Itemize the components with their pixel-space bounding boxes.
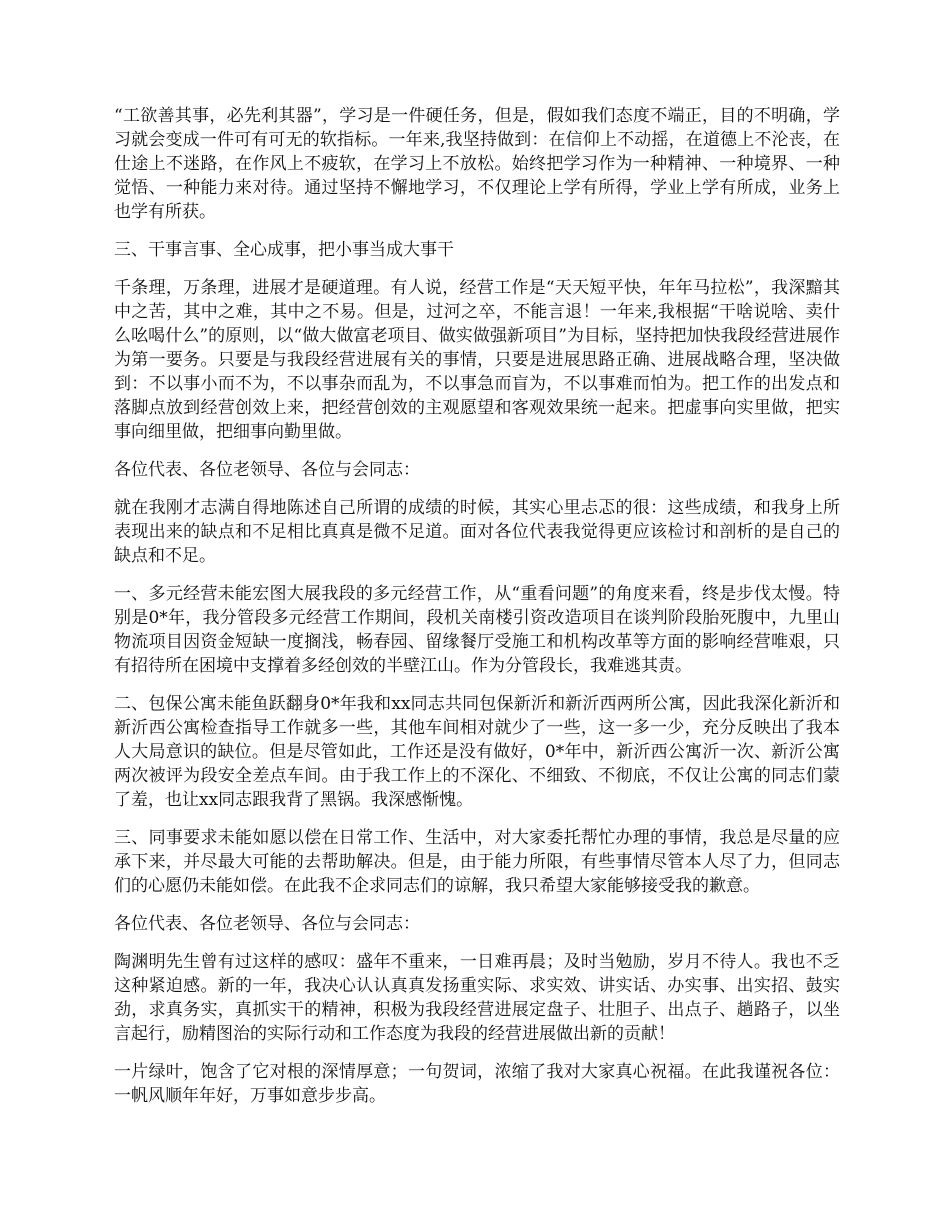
- paragraph-study: “工欲善其事，必先利其器”，学习是一件硬任务，但是，假如我们态度不端正，目的不明确，学习就会变成一件可有可无的软指标。一年来,我坚持做到：在信仰上不动摇，在道德上不沦丧，在仕途上不迷路，在作风上不疲软，在学习上不放松。始终把学习作为一种精神、一种境界、一种觉悟、一种能力来对待。通过坚持不懈地学习，不仅理论上学有所得，学业上学有所成，业务上也学有所获。: [114, 106, 840, 222]
- paragraph-resolution: 陶渊明先生曾有过这样的感叹：盛年不重来，一日难再晨；及时当勉励，岁月不待人。我也不乏这种紧迫感。新的一年，我决心认认真真发扬重实际、求实效、讲实话、办实事、出实招、鼓实劲，求真务实，真抓实干的精神，积极为我段经营进展定盘子、壮胆子、出点子、趟路子，以坐言起行，励精图治的实际行动和工作态度为我段的经营进展做出新的贡献！: [114, 952, 840, 1044]
- paragraph-reflection: 就在我刚才志满自得地陈述自己所谓的成绩的时候，其实心里忐忑的很：这些成绩，和我身上所表现出来的缺点和不足相比真真是微不足道。面对各位代表我觉得更应该检讨和剖析的是自己的缺点和不足。: [114, 498, 840, 566]
- paragraph-shortcoming-three: 三、同事要求未能如愿以偿在日常工作、生活中，对大家委托帮忙办理的事情，我总是尽量的应承下来，并尽最大可能的去帮助解决。但是，由于能力所限，有些事情尽管本人尽了力，但同志们的心愿仍未能如偿。在此我不企求同志们的谅解，我只希望大家能够接受我的歉意。: [114, 828, 840, 896]
- salutation: 各位代表、各位老领导、各位与会同志：: [114, 460, 420, 480]
- paragraph-shortcoming-two: 二、包保公寓未能鱼跃翻身0*年我和xx同志共同包保新沂和新沂西两所公寓，因此我深化新沂和新沂西公寓检查指导工作就多一些，其他车间相对就少了一些，这一多一少，充分反映出了我本人大局意识的缺位。但是尽管如此，工作还是没有做好，0*年中，新沂西公寓沂一次、新沂公寓两次被评为段安全差点车间。由于我工作上的不深化、不细致、不彻底，不仅让公寓的同志们蒙了羞，也让xx同志跟我背了黑锅。我深感惭愧。: [114, 694, 840, 810]
- document-page: [114, 104, 840, 1122]
- paragraph-development: 千条理，万条理，进展才是硬道理。有人说，经营工作是“天天短平快，年年马拉松”，我深黯其中之苦，其中之难，其中之不易。但是，过河之卒，不能言退！一年来,我根据“干啥说啥、卖什么吆喝什么”的原则，以“做大做富老项目、做实做强新项目”为目标，坚持把加快我段经营进展作为第一要务。只要是与我段经营进展有关的事情，只要是进展思路正确、进展战略合理，坚决做到：不以事小而不为，不以事杂而乱为，不以事急而盲为，不以事难而怕为。把工作的出发点和落脚点放到经营创效上来，把经营创效的主观愿望和客观效果统一起来。把虚事向实里做，把实事向细里做，把细事向勤里做。: [114, 278, 840, 442]
- salutation-second: 各位代表、各位老领导、各位与会同志：: [114, 914, 420, 934]
- section-heading-three: 三、干事言事、全心成事，把小事当成大事干: [114, 240, 454, 260]
- paragraph-shortcoming-one: 一、多元经营未能宏图大展我段的多元经营工作，从“重看问题”的角度来看，终是步伐太慢。特别是0*年，我分管段多元经营工作期间，段机关南楼引资改造项目在谈判阶段胎死腹中，九里山物流项目因资金短缺一度搁浅，畅春园、留缘餐厅受施工和机构改革等方面的影响经营唯艰，只有招待所在困境中支撑着多经创效的半壁江山。作为分管段长，我难逃其责。: [114, 584, 840, 676]
- paragraph-closing-wishes: 一片绿叶，饱含了它对根的深情厚意；一句贺词，浓缩了我对大家真心祝福。在此我谨祝各位：一帆风顺年年好，万事如意步步高。: [114, 1062, 840, 1106]
